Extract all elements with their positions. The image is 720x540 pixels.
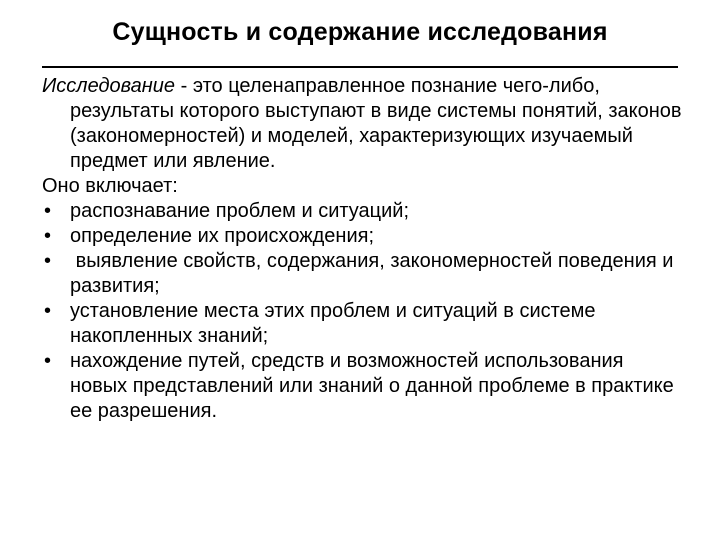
list-item-text: установление места этих проблем и ситуаций в системе накопленных знаний;: [70, 300, 596, 347]
list-item: [42, 299, 682, 349]
title-divider: [42, 66, 678, 68]
slide-title: Сущность и содержание исследования: [112, 18, 608, 46]
list-item-text: определение их происхождения;: [70, 225, 375, 247]
slide-body: [42, 74, 682, 424]
list-item-text: нахождение путей, средств и возможностей использования новых представлений или знаний о данной проблеме в практике ее разрешения.: [70, 350, 674, 422]
list-item: [42, 199, 682, 224]
bullet-icon: •: [44, 300, 52, 322]
list-item: [42, 349, 682, 424]
bullet-icon: •: [44, 350, 52, 372]
bullet-icon: •: [44, 250, 52, 272]
bullet-icon: •: [44, 200, 52, 222]
list-item-text: выявление свойств, содержания, закономерностей поведения и развития;: [70, 250, 680, 297]
definition-text: - это целенаправленное познание чего-либо, результаты которого выступают в виде системы понятий, законов (закономерностей) и моделей, характеризующих изучаемый предмет или явление.: [70, 75, 682, 172]
intro-text: Оно включает:: [42, 175, 178, 197]
list-item: [42, 249, 682, 299]
list-item-text: распознавание проблем и ситуаций;: [70, 200, 410, 222]
bullet-list: [42, 199, 682, 424]
definition-paragraph: [42, 74, 682, 174]
list-item: [42, 224, 682, 249]
definition-term: Исследование: [42, 75, 176, 97]
bullet-icon: •: [44, 225, 52, 247]
